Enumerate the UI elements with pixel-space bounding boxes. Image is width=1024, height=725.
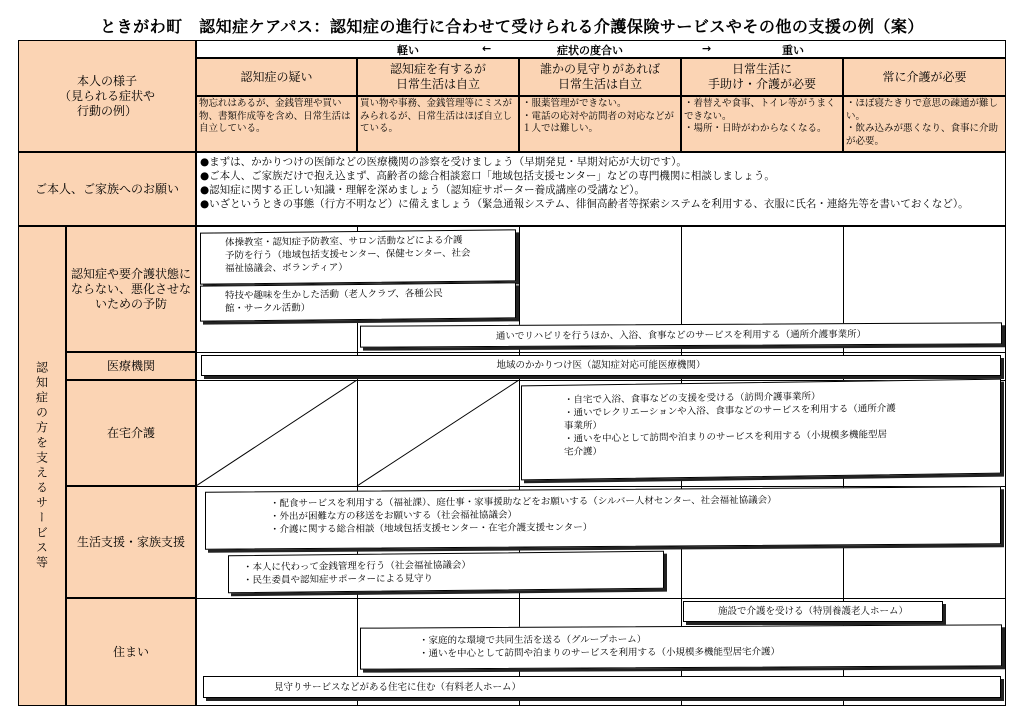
prevention-box-classes: 体操教室・認知症予防教室、サロン活動などによる介護 予防を行う（地域包括支援センター、保健センター、社会 福祉協議会、ボランティア） xyxy=(200,229,516,284)
page-title: ときがわ町 認知症ケアパス：認知症の進行に合わせて受けられる介護保険サービスやその他の支援の例（案） xyxy=(100,17,924,36)
stage-heading-5: 常に介護が必要 xyxy=(843,58,1006,96)
stage-desc-5: ・ほぼ寝たきりで意思の疎通が難しい。 ・飲み込みが悪くなり、食事に介助が必要。 xyxy=(843,96,1006,152)
stage-heading-1: 認知症の疑い xyxy=(196,58,357,96)
stage-heading-3: 誰かの見守りがあれば 日常生活は自立 xyxy=(519,58,681,96)
requests-text xyxy=(196,152,1006,226)
request-line-4: ●いざというときの事態（行方不明など）に備えましょう（緊急通報システム、徘徊高齢者等探索システムを利用する、衣服に氏名・連絡先等を書いておくなど）。 xyxy=(200,198,969,210)
request-line-2: ●ご本人、ご家族だけで抱え込まず、高齢者の総合相談窓口「地域包括支援センター」などの専門機関に相談しましょう。 xyxy=(200,170,775,182)
severity-light: 軽い xyxy=(397,44,419,57)
requests-label: ご本人、ご家族へのお願い xyxy=(18,152,196,226)
services-side-label: 認知症の方を支えるサービス等 xyxy=(18,226,66,706)
home-care-box: ・自宅で入浴、食事などの支援を受ける（訪問介護事業所） ・通いでレクリエーションや入浴、食事などのサービスを利用する（通所介護 事業所） ・通いを中心として訪問や泊まりのサービスを利用する（小規模多機能型居 宅介護） xyxy=(521,379,1001,481)
housing-box-paid-home: 見守りサービスなどがある住宅に住む（有料老人ホーム） xyxy=(203,676,1001,698)
prevention-box-hobbies: 特技や趣味を生かした活動（老人クラブ、各種公民 館・サークル活動） xyxy=(200,282,516,321)
prevention-box-day-service: 通いでリハビリを行うほか、入浴、食事などのサービスを利用する（通所介護事業所） xyxy=(360,322,1002,347)
medical-label: 医療機関 xyxy=(66,352,196,380)
severity-bar xyxy=(196,40,1006,58)
stage-heading-4: 日常生活に 手助け・介護が必要 xyxy=(681,58,843,96)
stage-desc-3: ・服薬管理ができない。 ・電話の応対や訪問者の対応などが１人では難しい。 xyxy=(519,96,681,152)
life-support-label: 生活支援・家族支援 xyxy=(66,486,196,598)
arrow-right-icon: → xyxy=(702,42,712,55)
home-care-label: 在宅介護 xyxy=(66,380,196,486)
not-applicable-diagonals xyxy=(196,380,519,486)
life-support-box-2: ・本人に代わって金銭管理を行う（社会福祉協議会） ・民生委員や認知症サポーターによる見守り xyxy=(228,551,664,594)
stage-desc-2: 買い物や事務、金銭管理等にミスがみられるが、日常生活はほぼ自立している。 xyxy=(357,96,519,152)
severity-label: 症状の度合い xyxy=(557,44,623,57)
severity-heavy: 重い xyxy=(782,44,804,57)
housing-box-nursing-home: 施設で介護を受ける（特別養護老人ホーム） xyxy=(683,601,943,622)
person-state-label: 本人の様子 （見られる症状や 行動の例） xyxy=(18,40,196,152)
stage-heading-2: 認知症を有するが 日常生活は自立 xyxy=(357,58,519,96)
prevention-label: 認知症や要介護状態にならない、悪化させないための予防 xyxy=(66,226,196,352)
housing-label: 住まい xyxy=(66,598,196,706)
medical-box: 地域のかかりつけ医（認知症対応可能医療機関） xyxy=(201,355,1001,376)
housing-box-group-home: ・家庭的な環境で共同生活を送る（グループホーム） ・通いを中心として訪問や泊まりのサービスを利用する（小規模多機能型居宅介護） xyxy=(360,624,1002,669)
life-support-box-1: ・配食サービスを利用する（福祉課）、庭仕事・家事援助などをお願いする（シルバー人材センター、社会福祉協議会） ・外出が困難な方の移送をお願いする（社会福祉協議会） ・介護に関する総合相談（地域包括支援センター・在宅介護支援センター） xyxy=(205,486,1001,550)
stage-desc-1: 物忘れはあるが、金銭管理や買い物、書類作成等を含め、日常生活は自立している。 xyxy=(196,96,357,152)
request-line-1: ●まずは、かかりつけの医師などの医療機関の診察を受けましょう（早期発見・早期対応が大切です）。 xyxy=(200,156,687,168)
stage-desc-4: ・着替えや食事、トイレ等がうまくできない。 ・場所・日時がわからなくなる。 xyxy=(681,96,843,152)
arrow-left-icon: ← xyxy=(482,42,492,55)
request-line-3: ●認知症に関する正しい知識・理解を深めましょう（認知症サポーター養成講座の受講など）。 xyxy=(200,184,645,196)
